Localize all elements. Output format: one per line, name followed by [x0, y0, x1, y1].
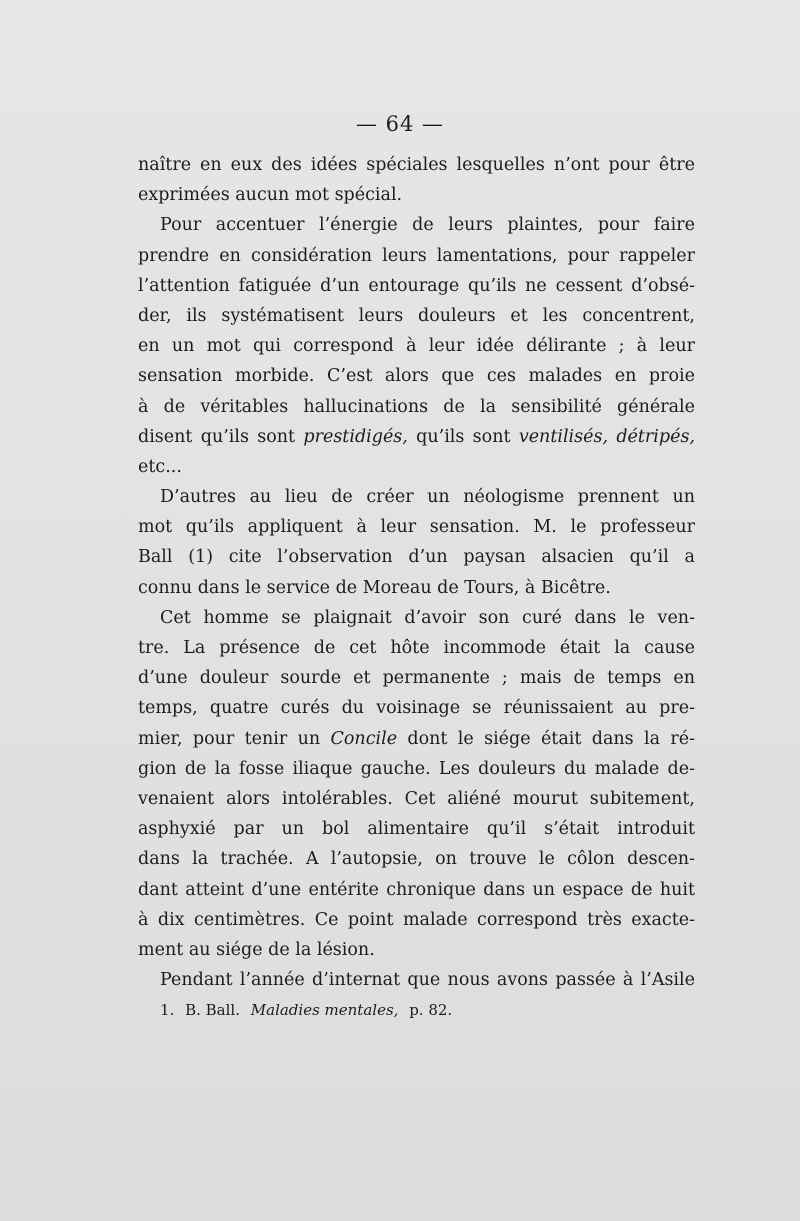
text-segment: disent qu’ils sont	[138, 426, 304, 447]
text-line: Ball (1) cite l’observation d’un paysan alsacien qu’il a	[138, 547, 695, 568]
text-line: temps, quatre curés du voisinage se réunissaient au pre-	[138, 698, 695, 719]
footnote-title: Maladies mentales,	[250, 1001, 399, 1019]
text-line: en un mot qui correspond à leur idée délirante ; à leur	[138, 336, 695, 357]
page-number: — 64 —	[355, 112, 445, 136]
italic-segment: Concile	[330, 728, 398, 749]
italic-segment: ventilisés, détripés,	[518, 426, 695, 447]
footnote-page: p. 82.	[409, 1001, 453, 1019]
text-line: connu dans le service de Moreau de Tours, à Bicêtre.	[138, 577, 611, 598]
text-segment: mier, pour tenir un	[138, 728, 331, 749]
text-line: exprimées aucun mot spécial.	[138, 185, 403, 206]
text-segment: dont le siége était dans la ré-	[397, 728, 696, 749]
text-line: Pour accentuer l’énergie de leurs plaintes, pour faire	[160, 215, 695, 236]
text-line: dans la trachée. A l’autopsie, on trouve le côlon descen-	[138, 849, 695, 870]
text-line: Pendant l’année d’internat que nous avons passée à l’Asile	[160, 970, 695, 991]
text-line: Cet homme se plaignait d’avoir son curé dans le ven-	[160, 607, 695, 628]
text-line: naître en eux des idées spéciales lesquelles n’ont pour être	[138, 155, 695, 175]
text-line	[138, 724, 695, 754]
footnote	[160, 1001, 452, 1019]
footnote-author: B. Ball.	[185, 1001, 240, 1019]
text-line: sensation morbide. C’est alors que ces malades en proie	[138, 366, 695, 387]
text-line: der, ils systématisent leurs douleurs et les concentrent,	[138, 305, 695, 326]
text-line	[138, 422, 695, 452]
text-line: gion de la fosse iliaque gauche. Les douleurs du malade de-	[138, 758, 695, 779]
text-line: mot qu’ils appliquent à leur sensation. M. le professeur	[138, 517, 695, 538]
text-segment: qu’ils sont	[407, 426, 519, 447]
text-line: l’attention fatiguée d’un entourage qu’ils ne cessent d’obsé-	[138, 275, 695, 296]
text-line: à dix centimètres. Ce point malade correspond très exacte-	[138, 909, 695, 930]
text-line: D’autres au lieu de créer un néologisme prennent un	[160, 487, 695, 508]
footnote-number: 1.	[160, 1001, 175, 1019]
text-line: venaient alors intolérables. Cet aliéné mourut subitement,	[138, 788, 695, 809]
text-line: etc...	[138, 456, 182, 477]
text-line: à de véritables hallucinations de la sensibilité générale	[138, 396, 695, 417]
text-line: asphyxié par un bol alimentaire qu’il s’était introduit	[138, 819, 695, 840]
text-line: ment au siége de la lésion.	[138, 939, 375, 960]
text-line: tre. La présence de cet hôte incommode était la cause	[138, 638, 695, 658]
italic-segment: prestidigés,	[303, 426, 408, 447]
text-line: dant atteint d’une entérite chronique dans un espace de huit	[138, 879, 695, 900]
body-text	[138, 150, 695, 995]
text-line: d’une douleur sourde et permanente ; mais de temps en	[138, 668, 695, 689]
text-line: prendre en considération leurs lamentations, pour rappeler	[138, 245, 695, 266]
